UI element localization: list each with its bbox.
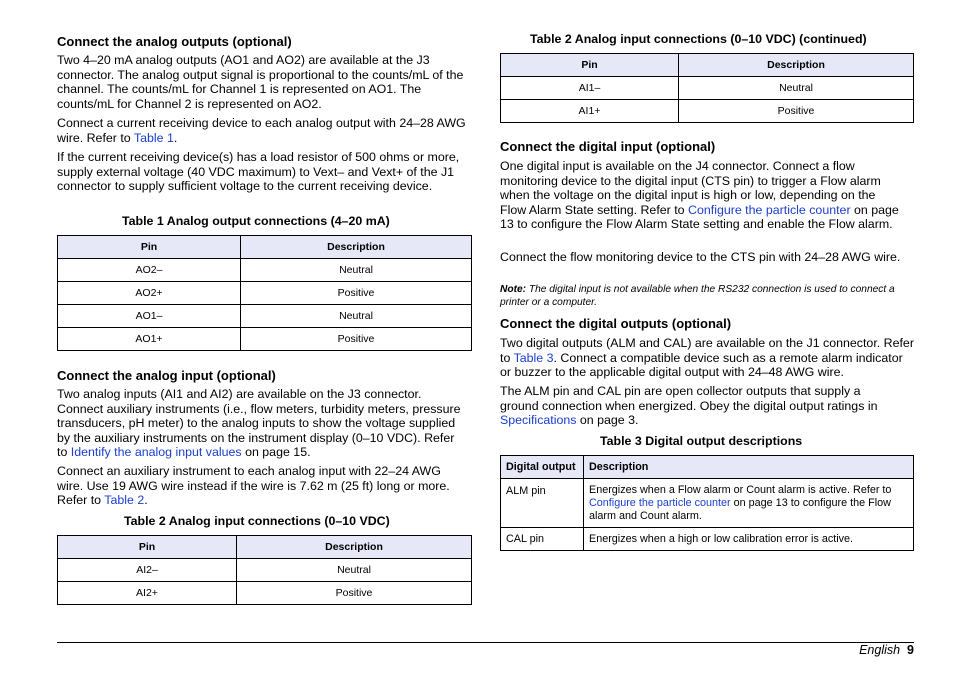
text: . Connect a compatible device such as a remote alarm indicator or buzzer to the applicable digital output with 24–48 AWG wire. — [500, 350, 903, 379]
pin-cell: CAL pin — [501, 528, 584, 551]
analog-input-paragraph-2 — [57, 464, 469, 508]
table-1-caption: Table 1 Analog output connections (4–20 mA) — [122, 214, 390, 228]
text: Energizes when a Flow alarm or Count alarm is active. Refer to — [589, 484, 892, 496]
table-1-link[interactable]: Table 1 — [133, 130, 174, 145]
digital-outputs-paragraph-2 — [500, 384, 900, 428]
table-row — [58, 305, 472, 328]
text: Two digital outputs (ALM and CAL) are available on the J1 connector. Refer to — [500, 336, 914, 365]
digital-outputs-paragraph-1 — [500, 336, 914, 380]
table-2-continued-caption: Table 2 Analog input connections (0–10 VDC) (continued) — [530, 32, 867, 46]
text: One digital input is available on the J4 connector. Connect a flow monitoring device to the digital input (CTS pin) to trigger a Flow alarm when the voltage on the digital input is high or low, depending on the Flow Alarm State setting. Refer to — [500, 159, 881, 217]
text: . — [144, 493, 148, 507]
text: on page 13 to configure the Flow Alarm State setting and enable the Flow alarm. — [500, 202, 899, 231]
description-cell: Positive — [241, 328, 472, 351]
column-header-pin: Pin — [58, 536, 237, 559]
note-text: The digital input is not available when the RS232 connection is used to connect a printer or a computer. — [500, 284, 895, 308]
digital-input-note — [500, 284, 904, 309]
table-row — [58, 259, 472, 282]
table-row — [501, 479, 914, 528]
pin-cell: ALM pin — [501, 479, 584, 528]
configure-particle-counter-link[interactable]: Configure the particle counter — [688, 202, 851, 217]
text: Connect a current receiving device to each analog output with 24–28 AWG wire. Refer to — [57, 116, 466, 145]
table-row — [58, 559, 472, 582]
pin-cell: AO1– — [58, 305, 241, 328]
description-cell: Neutral — [679, 77, 914, 100]
table-3-link[interactable]: Table 3 — [513, 350, 554, 365]
digital-input-paragraph-1 — [500, 159, 902, 232]
analog-outputs-heading: Connect the analog outputs (optional) — [57, 34, 292, 49]
digital-input-paragraph-2: Connect the flow monitoring device to the CTS pin with 24–28 AWG wire. — [500, 250, 901, 264]
description-cell — [584, 479, 914, 528]
description-cell: Neutral — [241, 305, 472, 328]
table-row — [58, 328, 472, 351]
description-cell: Positive — [237, 582, 472, 605]
pin-cell: AI2+ — [58, 582, 237, 605]
pin-cell: AO2+ — [58, 282, 241, 305]
column-header-pin: Pin — [58, 236, 241, 259]
footer-rule — [57, 642, 914, 643]
column-header-description: Description — [679, 54, 914, 77]
pin-cell: AI2– — [58, 559, 237, 582]
table-row — [501, 77, 914, 100]
table-1 — [57, 235, 472, 351]
description-cell: Neutral — [241, 259, 472, 282]
column-header-pin: Pin — [501, 54, 679, 77]
pin-cell: AO1+ — [58, 328, 241, 351]
page-footer — [859, 643, 914, 657]
column-header-description: Description — [584, 456, 914, 479]
configure-particle-counter-link[interactable]: Configure the particle counter — [589, 497, 731, 509]
table-3 — [500, 455, 914, 551]
description-cell: Neutral — [237, 559, 472, 582]
table-3-caption: Table 3 Digital output descriptions — [600, 434, 803, 448]
text: Two analog inputs (AI1 and AI2) are available on the J3 connector. Connect auxiliary instruments (i.e., flow meters, turbidity meters, pressure transducers, pH meter) to the analog inputs to show the voltage supplied by the auxiliary instruments on the instrument display (0–10 VDC). Refer to — [57, 387, 461, 459]
page-number: 9 — [907, 643, 914, 657]
table-2-continued — [500, 53, 914, 123]
description-cell: Positive — [241, 282, 472, 305]
table-row — [501, 528, 914, 551]
pin-cell: AI1– — [501, 77, 679, 100]
table-row — [58, 282, 472, 305]
note-label: Note: — [500, 284, 527, 295]
column-header-digital-output: Digital output — [501, 456, 584, 479]
analog-input-heading: Connect the analog input (optional) — [57, 368, 276, 383]
analog-outputs-paragraph-1: Two 4–20 mA analog outputs (AO1 and AO2) are available at the J3 connector. The analog output signal is proportional to the counts/mL of the channel. The counts/mL for Channel 1 is represented on AO1. The counts/mL for Channel 2 is represented on AO2. — [57, 53, 464, 111]
table-row — [58, 582, 472, 605]
footer-language: English — [859, 643, 901, 657]
description-cell: Energizes when a high or low calibration error is active. — [584, 528, 914, 551]
column-header-description: Description — [241, 236, 472, 259]
identify-analog-input-values-link[interactable]: Identify the analog input values — [70, 445, 242, 459]
table-2-link[interactable]: Table 2 — [104, 493, 145, 507]
pin-cell: AO2– — [58, 259, 241, 282]
description-cell: Positive — [679, 100, 914, 123]
specifications-link[interactable]: Specifications — [500, 413, 577, 427]
text: on page 15. — [241, 445, 311, 459]
text: Connect an auxiliary instrument to each analog input with 22–24 AWG wire. Use 19 AWG wire instead if the wire is 7.62 m (25 ft) long or more. Refer to — [57, 464, 450, 507]
column-header-description: Description — [237, 536, 472, 559]
table-row — [501, 100, 914, 123]
text: The ALM pin and CAL pin are open collector outputs that supply a ground connection when energized. Obey the digital output ratings in — [500, 384, 878, 413]
table-2-caption: Table 2 Analog input connections (0–10 VDC) — [124, 514, 390, 528]
pin-cell: AI1+ — [501, 100, 679, 123]
analog-outputs-paragraph-3: If the current receiving device(s) has a load resistor of 500 ohms or more, supply external voltage (40 VDC maximum) to Vext– and Vext+ of the J1 connector to supply sufficient voltage to the current receiving device. — [57, 150, 460, 193]
analog-outputs-paragraph-2 — [57, 116, 469, 145]
digital-outputs-heading: Connect the digital outputs (optional) — [500, 316, 732, 331]
text: on page 13 to configure the Flow alarm and Count alarm. — [589, 497, 891, 522]
text: on page 3. — [576, 413, 639, 427]
analog-input-paragraph-1 — [57, 387, 467, 460]
text: . — [173, 130, 178, 145]
digital-input-heading: Connect the digital input (optional) — [500, 139, 716, 154]
table-2 — [57, 535, 472, 605]
